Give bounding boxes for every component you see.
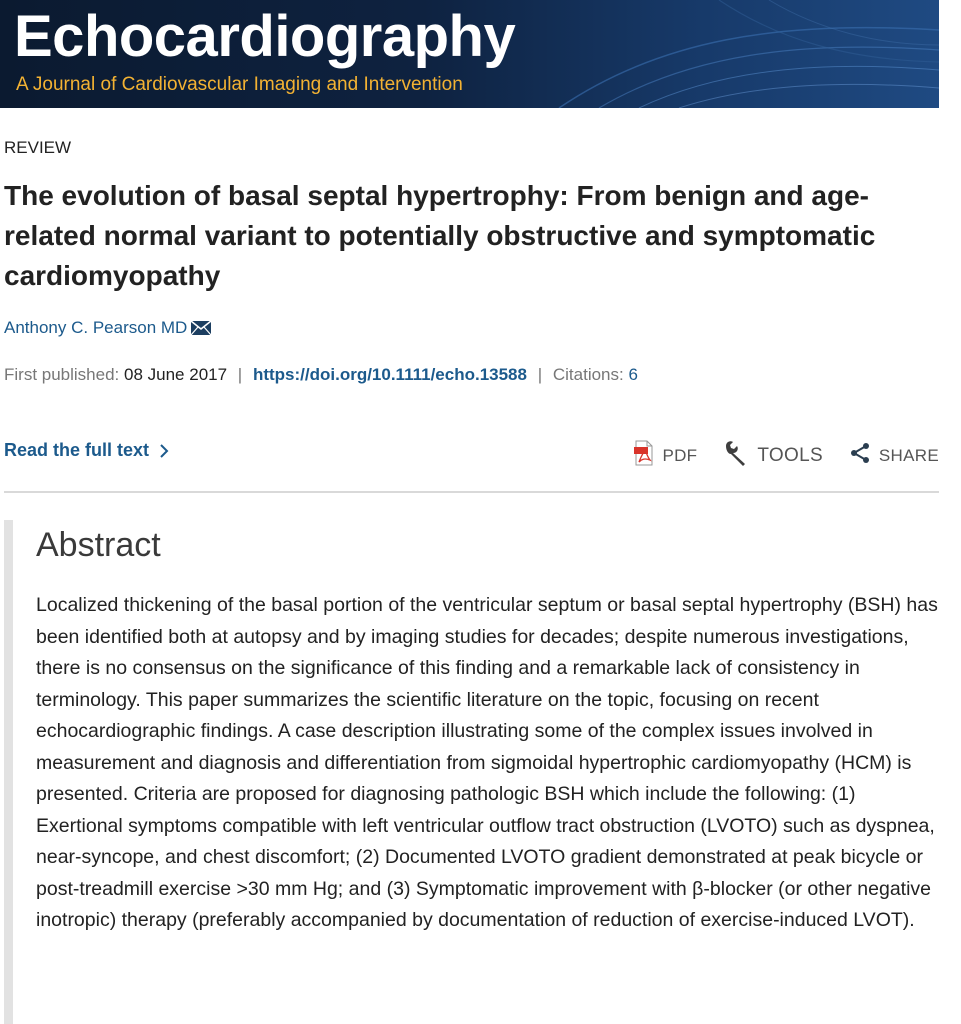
citations-label: Citations: [552,365,624,384]
envelope-icon[interactable] [190,320,212,336]
tools-button[interactable] [723,440,823,471]
share-button[interactable] [849,442,939,469]
author-name-link[interactable]: Anthony C. Pearson MD [4,318,188,337]
read-full-text-link[interactable] [4,440,169,461]
separator: | [237,365,243,384]
tools-label: TOOLS [757,444,823,466]
article-title: The evolution of basal septal hypertrophy: From benign and age-related normal variant to potentially obstructive and symptomatic cardiomyopathy [4,180,876,291]
article-actions [608,440,939,471]
first-published-date: 08 June 2017 [124,365,228,384]
share-icon [849,442,871,469]
journal-title: Echocardiography [14,4,516,69]
pdf-file-icon [634,440,654,471]
separator: | [537,365,543,384]
pdf-button[interactable] [634,440,697,471]
article-section-label: REVIEW [4,138,72,157]
chevron-right-icon [159,443,169,459]
publication-info [4,365,638,385]
abstract-text: Localized thickening of the basal portion of the ventricular septum or basal septal hypertrophy (BSH) has been identified both at autopsy and by imaging studies for decades; despite numerous investigations, there is no consensus on the significance of this finding and a remarkable lack of consistency in terminology. This paper summarizes the scientific literature on the topic, focusing on recent echocardiographic findings. A case description illustrating some of the complex issues involved in measurement and diagnosis and differentiation from sigmoidal hypertrophic cardiomyopathy (HCM) is presented. Criteria are proposed for diagnosing pathologic BSH which include the following: (1) Exertional symptoms compatible with left ventricular outflow tract obstruction (LVOTO) such as dyspnea, near-syncope, and chest discomfort; (2) Documented LVOTO gradient demonstrated at peak bicycle or post-treadmill exercise >30 mm Hg; and (3) Symptomatic improvement with β-blocker (or other negative inotropic) therapy (preferably accompanied by documentation of reduction of exercise-induced LVOT). [36,594,938,931]
read-full-text-label: Read the full text [4,440,150,460]
divider [4,491,939,493]
abstract-heading: Abstract [36,526,161,564]
author-line [4,318,212,338]
abstract-section [4,520,939,1024]
first-published-label: First published: [4,365,120,384]
pdf-label: PDF [662,445,698,465]
doi-link[interactable]: https://doi.org/10.1111/echo.13588 [252,365,527,384]
journal-banner[interactable] [0,0,939,108]
citations-count-link[interactable]: 6 [628,365,638,384]
wrench-icon [723,440,749,471]
share-label: SHARE [878,445,939,465]
journal-subtitle: A Journal of Cardiovascular Imaging and Intervention [16,74,463,95]
banner-swirl-decoration [519,0,939,108]
